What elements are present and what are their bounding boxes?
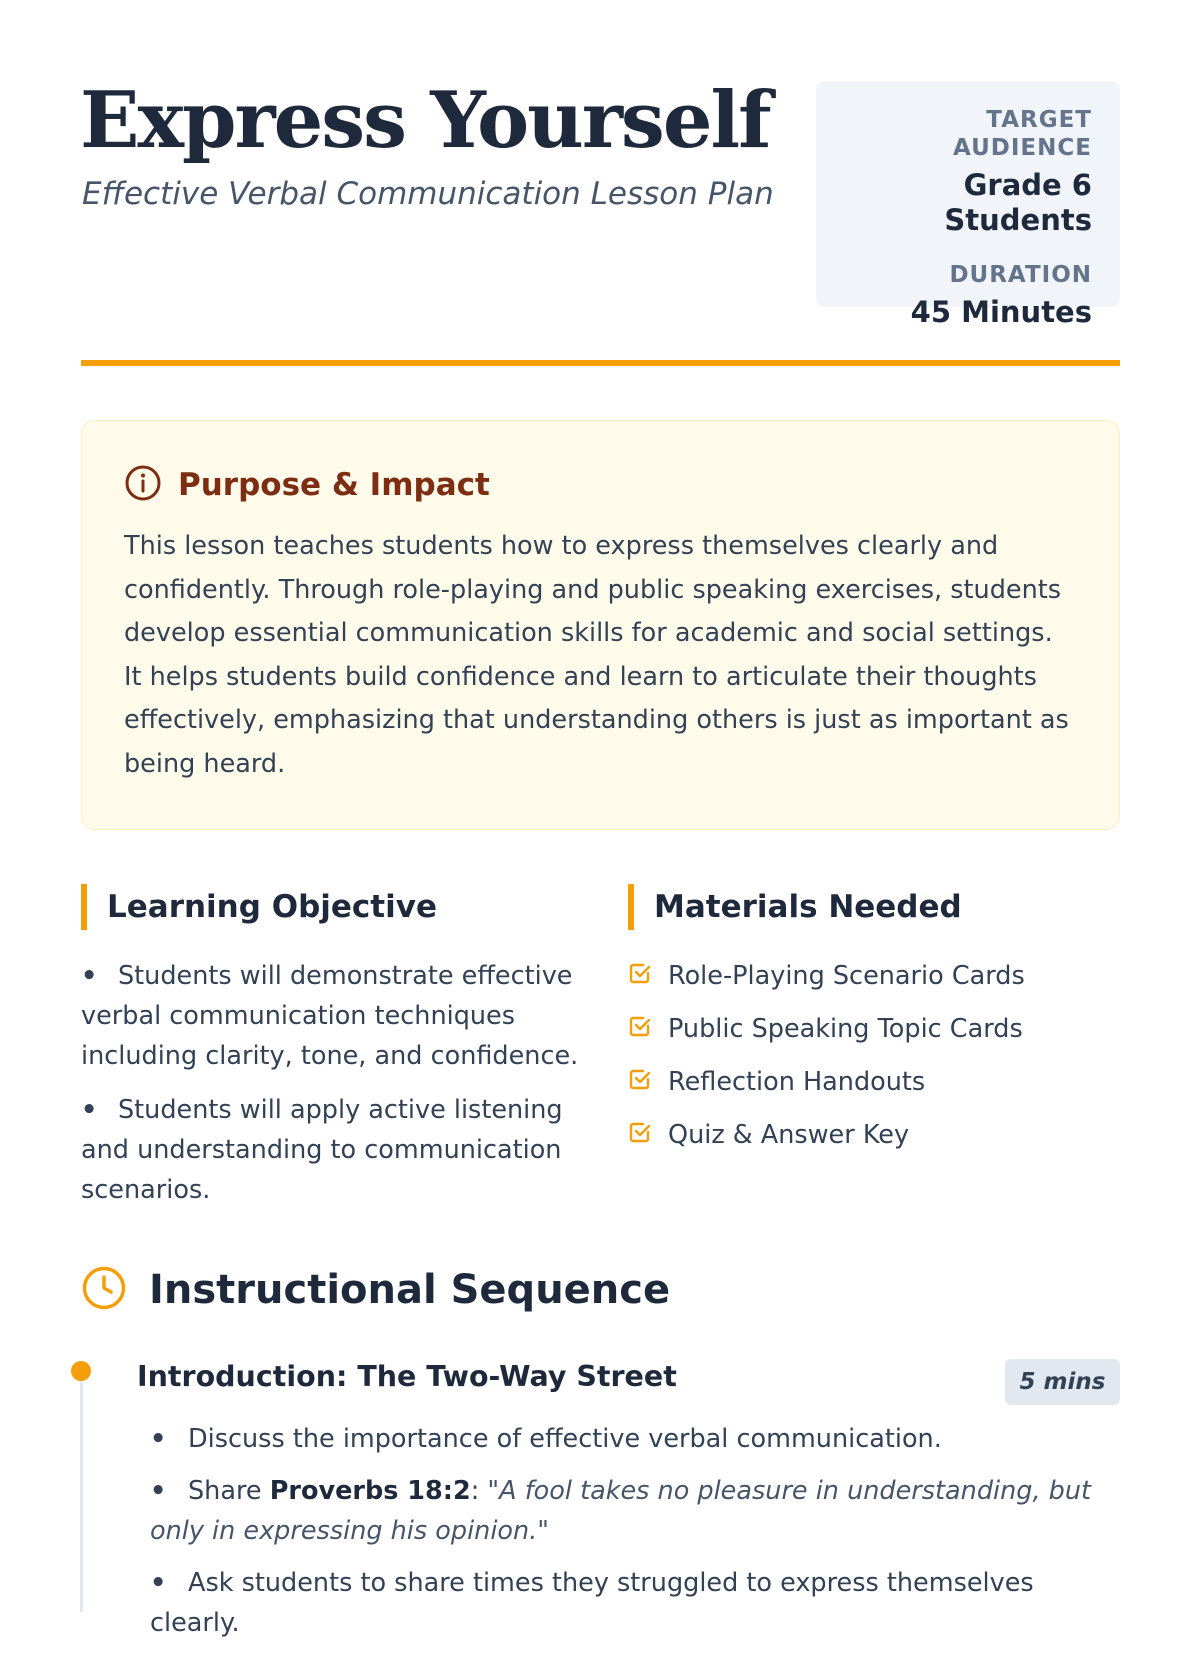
scripture-quote: "A fool takes no pleasure in understanding, but only in expressing his opinion.": [150, 1476, 1092, 1546]
clock-icon: [81, 1265, 127, 1315]
scripture-reference: Proverbs 18:2: [269, 1476, 471, 1506]
checkbox-icon: [628, 1067, 668, 1098]
duration-value: 45 Minutes: [910, 295, 1092, 330]
list-item: [628, 1062, 1120, 1102]
audience-value: Grade 6 Students: [944, 168, 1092, 237]
purpose-text: This lesson teaches students how to express themselves clearly and confidently. Through role-playing and public speaking exercises, students develop essential communication skills for academic and social settings. It helps students build confidence and learn to articulate their thoughts effectively, emphasizing that understanding others is just as important as being heard.: [124, 531, 1069, 779]
list-item: [150, 1563, 1120, 1643]
checkbox-icon: [628, 1120, 668, 1151]
list-item: [81, 1090, 581, 1210]
objectives-heading: Learning Objective: [81, 884, 437, 930]
bullet: •: [81, 961, 98, 991]
materials-heading: Materials Needed: [628, 884, 962, 930]
header-divider: [81, 360, 1120, 366]
material-text: Quiz & Answer Key: [668, 1120, 910, 1150]
material-text: Reflection Handouts: [668, 1067, 926, 1097]
step-item-prefix: Share: [188, 1476, 270, 1506]
page-title: Express Yourself: [80, 75, 770, 166]
purpose-box: [81, 420, 1120, 830]
list-item: [628, 1115, 1120, 1155]
timeline-dot: [71, 1361, 91, 1381]
material-text: Role-Playing Scenario Cards: [668, 961, 1025, 991]
objective-text: Students will apply active listening and understanding to communication scenarios.: [81, 1095, 563, 1205]
page-subtitle: Effective Verbal Communication Lesson Plan: [82, 176, 774, 212]
list-item: [150, 1471, 1120, 1551]
list-item: [628, 956, 1120, 996]
objective-text: Students will demonstrate effective verbal communication techniques including clarity, tone, and confidence.: [81, 961, 579, 1071]
checkbox-icon: [628, 1014, 668, 1045]
step-item-text: Discuss the importance of effective verbal communication.: [188, 1424, 942, 1454]
timeline-line: [80, 1372, 83, 1612]
checkbox-icon: [628, 961, 668, 992]
material-text: Public Speaking Topic Cards: [668, 1014, 1023, 1044]
bullet: •: [150, 1568, 167, 1598]
duration-label: DURATION: [949, 261, 1092, 288]
objectives-list: [81, 956, 581, 1224]
info-icon: [124, 464, 162, 506]
materials-list: [628, 956, 1120, 1168]
sequence-header: [81, 1264, 670, 1316]
bullet: •: [81, 1095, 98, 1125]
sequence-title: Instructional Sequence: [149, 1267, 671, 1313]
audience-label: TARGET AUDIENCE: [953, 107, 1092, 161]
step-title: Introduction: The Two-Way Street: [137, 1360, 677, 1393]
step-item-colon: :: [470, 1476, 488, 1506]
purpose-header: [124, 463, 1077, 507]
list-item: [150, 1419, 1120, 1459]
bullet: •: [150, 1424, 167, 1454]
step-duration-badge: 5 mins: [1005, 1359, 1120, 1405]
step-list: [150, 1419, 1120, 1655]
list-item: [628, 1009, 1120, 1049]
step-item-text: Ask students to share times they struggled to express themselves clearly.: [150, 1568, 1034, 1638]
purpose-title: Purpose & Impact: [178, 467, 490, 503]
bullet: •: [150, 1476, 167, 1506]
list-item: [81, 956, 581, 1076]
meta-box: [816, 81, 1120, 330]
